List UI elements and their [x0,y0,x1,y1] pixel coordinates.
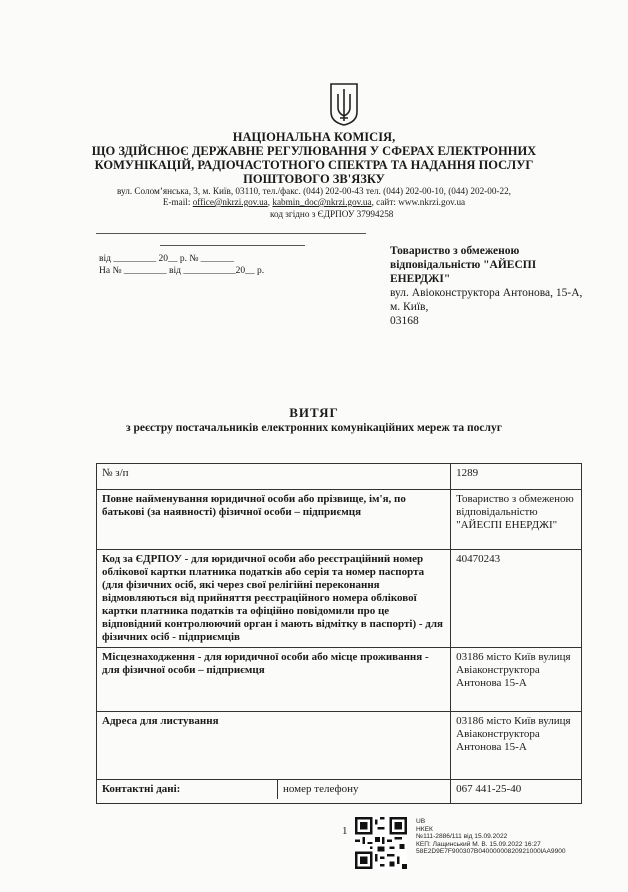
org-line-4: ПОШТОВОГО ЗВ'ЯЗКУ [243,172,385,186]
org-line-2: ЩО ЗДІЙСНЮЄ ДЕРЖАВНЕ РЕГУЛЮВАННЯ У СФЕРАХ ЕЛЕКТРОННИХ [91,144,537,158]
recipient-address-2: м. Київ, [390,301,429,313]
row-value-mailing: 03186 місто Київ вулиця Авіаконструктора Антонова 15-А [451,712,582,780]
row-value-fullname: Товариство з обмеженою відповідальністю "АЙЕСПІ ЕНЕРДЖІ" [451,490,582,550]
document-title: ВИТЯГ [289,405,339,420]
org-line-1: НАЦІОНАЛЬНА КОМІСІЯ, [232,130,396,144]
reference-line-2: На № _________ від ___________20__ р. [99,266,265,276]
registry-table [96,463,582,804]
document-subtitle: з реєстру постачальників електронних комунікаційних мереж та послуг [126,422,502,434]
contact-subtable [97,780,450,799]
org-edrpou: код згідно з ЄДРПОУ 37994258 [270,209,394,219]
qr-code-icon [355,817,407,869]
recipient-block [390,244,610,328]
table-row [97,712,582,780]
row-label-edrpou: Код за ЄДРПОУ - для юридичної особи або реєстраційний номер облікової картки платника податків або серія та номер паспорта (для фізичних осіб, які через свої релігійні переконання відмовляються від прийняття реєстраційного номера облікової картки платника податків та офіційно повідомили про це відповідний контролюючий орган і мають відмітку в паспорті) - для фізичних осіб - підприємців [97,550,451,648]
recipient-address-3: 03168 [390,315,419,327]
table-row [97,550,582,648]
table-row [97,464,582,490]
row-label-number: № з/п [97,464,451,490]
recipient-name-3: ЕНЕРДЖІ" [390,273,451,285]
digital-signature-stamp: UB НКЕК №111-2886/111 від 15.09.2022 КЕП: Лащинський М. В. 15.09.2022 16:27 58E2D9E7F900307B04000000820921000lAA9900 [416,818,566,856]
site-link[interactable]: , сайт: www.nkrzi.gov.ua [371,197,466,207]
divider-line-2 [160,245,305,246]
email-link-kabmin[interactable]: kabmin_doc@nkrzi.gov.ua [272,197,372,207]
email-link-office[interactable]: office@nkrzi.gov.ua [192,197,268,207]
table-row [97,648,582,712]
row-value-phone: 067 441-25-40 [451,780,582,804]
org-address: вул. Солом’янська, 3, м. Київ, 03110, тел./факс. (044) 202-00-43 тел. (044) 202-00-10, (044) 202-00-22, [117,186,511,196]
table-row [97,780,582,804]
recipient-name-2: відповідальністю "АЙЕСПІ [390,259,537,271]
row-value-edrpou: 40470243 [451,550,582,648]
row-value-location: 03186 місто Київ вулиця Авіаконструктора Антонова 15-А [451,648,582,712]
coat-of-arms-icon [329,82,359,126]
row-label-mailing: Адреса для листування [97,712,451,780]
org-name [0,130,628,186]
page-number: 1 [342,825,348,837]
divider-line-1 [96,233,366,234]
table-row [97,490,582,550]
org-line-3: КОМУНІКАЦІЙ, РАДІОЧАСТОТНОГО СПЕКТРА ТА НАДАННЯ ПОСЛУГ [94,158,534,172]
recipient-address-1: вул. Авіоконструктора Антонова, 15-А, [390,287,583,299]
row-label-fullname: Повне найменування юридичної особи або прізвище, ім'я, по батькові (за наявності) фізичної особи – підприємця [97,490,451,550]
recipient-name-1: Товариство з обмеженою [390,245,520,257]
reference-line-1: від _________ 20__ р. № _______ [99,254,235,264]
org-contacts: E-mail: office@nkrzi.gov.ua, kabmin_doc@nkrzi.gov.ua, сайт: www.nkrzi.gov.ua [162,197,466,207]
row-label-location: Місцезнаходження - для юридичної особи або місце проживання - для фізичної особи – підприємця [97,648,451,712]
row-value-number: 1289 [451,464,582,490]
row-sublabel-phone: номер телефону [283,783,359,795]
row-label-contact: Контактні дані: [97,780,278,799]
